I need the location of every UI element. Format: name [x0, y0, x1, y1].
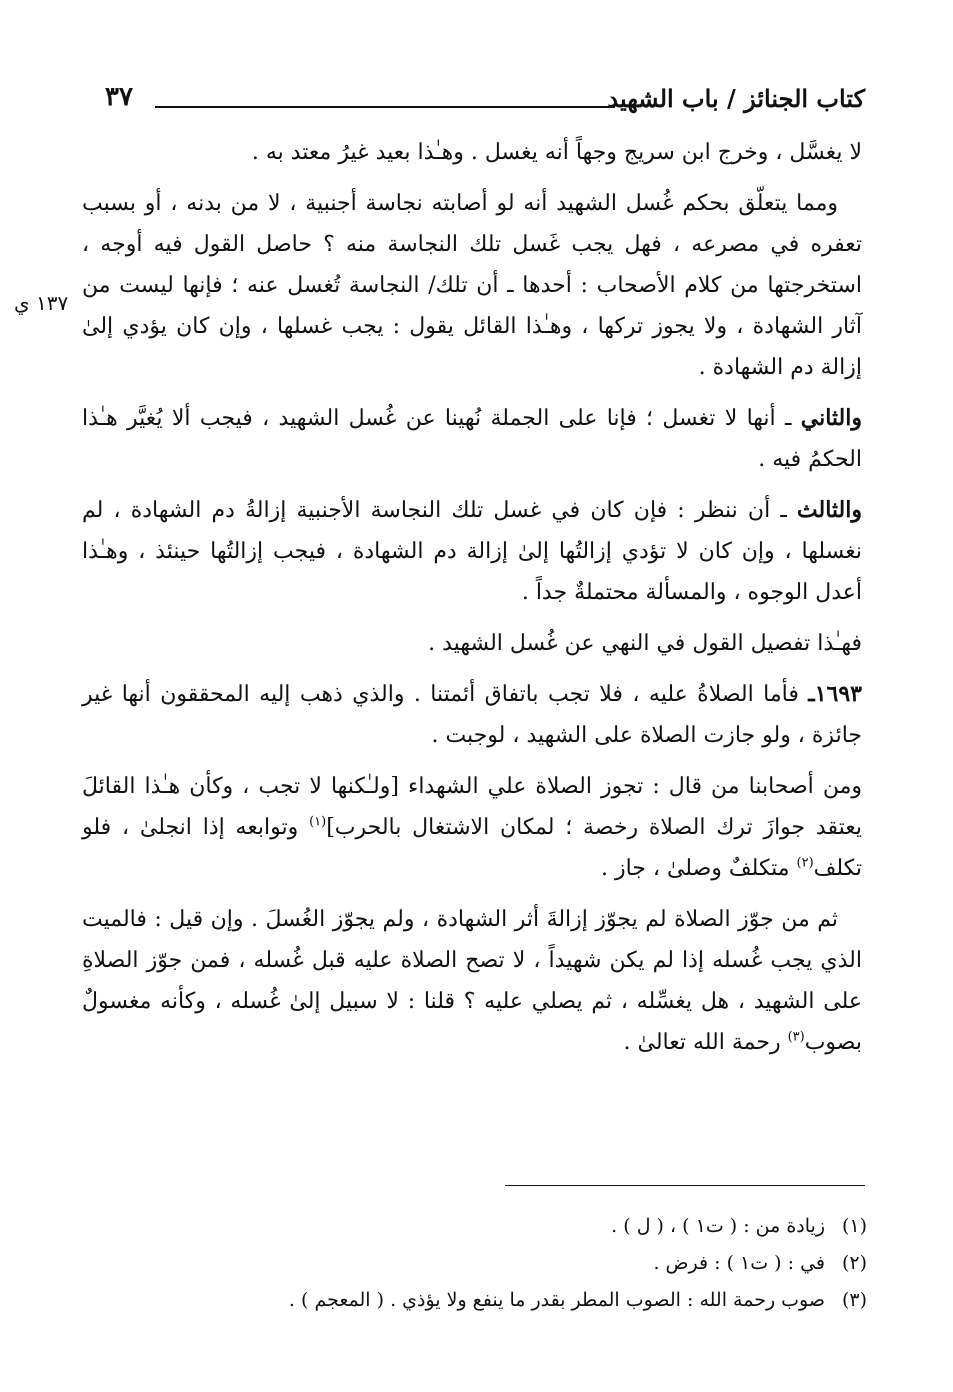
footnote-divider [505, 1185, 865, 1186]
running-header [105, 84, 865, 118]
section-number: ١٦٩٣ـ [808, 681, 862, 707]
footnote-number: (١) [841, 1215, 867, 1237]
footnote-text: في : ( ت١ ) : فرض . [653, 1252, 825, 1274]
header-rule [155, 106, 615, 108]
paragraph [82, 490, 862, 613]
paragraph [82, 674, 862, 756]
paragraph-text: ـ أنها لا تغسل ؛ فإنا على الجملة نُهينا عن غُسل الشهيد ، فيجب ألا يُغيَّر هـٰذا الحكمُ فيه . [82, 406, 862, 472]
paragraph-lead: والثالث [796, 497, 862, 523]
paragraph [82, 766, 862, 889]
footnote [82, 1282, 867, 1319]
paragraph-text: متكلفٌ وصلىٰ ، جاز . [600, 856, 797, 881]
paragraph-text: ثم من جوّز الصلاة لم يجوّز إزالةَ أثر الشهادة ، ولم يجوّز الغُسلَ . وإن قيل : فالميت الذي يجب غُسله إذا لم يكن شهيداً ، لا تصح الصلاة عليه قبل غُسله ، فمن جوّز الصلاةِ على الشهيد ، هل يغسِّله ، ثم يصلي عليه ؟ قلنا : لا سبيل إلىٰ غُسله ، وكأنه مغسولٌ بصوب [82, 907, 862, 1055]
chapter-title: كتاب الجنائز / باب الشهيد [607, 84, 865, 113]
paragraph [82, 183, 862, 388]
paragraph-text: ومما يتعلّق بحكم غُسل الشهيد أنه لو أصابته نجاسة أجنبية ، لا من بدنه ، أو بسبب تعفره في مصرعه ، فهل يجب غَسل تلك النجاسة منه ؟ حاصل القول فيه أوجه ، استخرجتها من كلام الأصحاب : أحدها ـ أن تلك/ النجاسة تُغسل عنه ؛ فإنها ليست من آثار الشهادة ، ولا يجوز تركها ، وهـٰذا القائل يقول : يجب غسلها ، وإن كان يؤدي إلىٰ إزالة دم الشهادة . [82, 191, 862, 380]
paragraph-text: ومن أصحابنا من قال : تجوز الصلاة علي الشهداء [ولـٰكنها لا تجب ، وكأن هـٰذا القائلَ يعتقد جوازَ ترك الصلاة رخصة ؛ لمكان الاشتغال بالحرب] [82, 774, 862, 840]
main-text [82, 132, 862, 1073]
footnote [82, 1208, 867, 1245]
paragraph-text: لا يغسَّل ، وخرج ابن سريج وجهاً أنه يغسل . وهـٰذا بعيد غيرُ معتد به . [251, 140, 862, 165]
paragraph [82, 899, 862, 1063]
footnote-text: صوب رحمة الله : الصوب المطر بقدر ما ينفع ولا يؤذي . ( المعجم ) . [288, 1289, 825, 1311]
footnote-number: (٢) [841, 1252, 867, 1274]
paragraph-text: وتوابعه إذا انجلىٰ ، فلو تكلف [82, 815, 862, 881]
footnote-ref[interactable]: (١) [309, 814, 327, 830]
paragraph-lead: والثاني [800, 405, 862, 431]
paragraph [82, 398, 862, 480]
footnote-ref[interactable]: (٢) [796, 855, 814, 871]
paragraph-text: فأما الصلاةُ عليه ، فلا تجب باتفاق أئمتنا . والذي ذهب إليه المحققون أنها غير جائزة ، ولو جازت الصلاة على الشهيد ، لوجبت . [82, 682, 862, 748]
page-number: ٣٧ [105, 82, 133, 112]
footnote-number: (٣) [841, 1289, 867, 1311]
margin-folio-marker: ١٣٧ ي [14, 291, 69, 315]
paragraph-text: ـ أن ننظر : فإن كان في غسل تلك النجاسة الأجنبية إزالةُ دم الشهادة ، لم نغسلها ، وإن كان لا تؤدي إزالتُها إلىٰ إزالة دم الشهادة ، فيجب إزالتُها حينئذ ، وهـٰذا أعدل الوجوه ، والمسألة محتملةٌ جداً . [82, 498, 862, 605]
paragraph-text: رحمة الله تعالىٰ . [623, 1030, 788, 1055]
footnote [82, 1245, 867, 1282]
paragraph-text: فهـٰذا تفصيل القول في النهي عن غُسل الشهيد . [428, 631, 862, 656]
paragraph [82, 623, 862, 664]
footnote-text: زيادة من : ( ت١ ) ، ( ل ) . [611, 1215, 825, 1237]
footnotes [82, 1208, 867, 1319]
paragraph [82, 132, 862, 173]
footnote-ref[interactable]: (٣) [787, 1029, 805, 1045]
